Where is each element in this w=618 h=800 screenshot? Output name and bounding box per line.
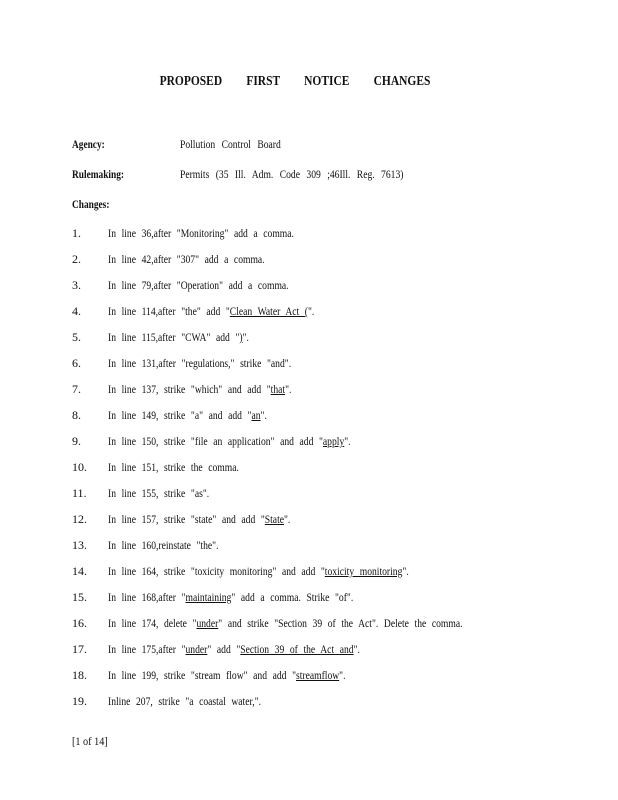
change-text <box>108 356 291 371</box>
change-text <box>108 590 353 605</box>
change-number: 14. <box>72 564 87 578</box>
underlined-insertion: ) <box>239 330 243 344</box>
change-text-segment: In line 79,after "Operation" add a comma. <box>108 278 289 292</box>
change-text-segment: ". <box>344 434 351 448</box>
change-text <box>108 252 265 267</box>
change-text-segment: In line 150, strike "file an application" and add " <box>108 434 323 448</box>
change-number: 3. <box>72 278 81 292</box>
change-text-segment: In line 199, strike "stream flow" and add " <box>108 668 296 682</box>
change-number: 11. <box>72 486 87 500</box>
underlined-insertion: Section 39 of the Act and <box>240 642 354 656</box>
change-text-segment: ". <box>260 408 267 422</box>
change-text-segment: In line 168,after " <box>108 590 186 604</box>
change-text-segment: In line 131,after "regulations," strike "and". <box>108 356 292 370</box>
change-text-segment: In line 149, strike "a" and add " <box>108 408 252 422</box>
change-text-segment: In line 157, strike "state" and add " <box>108 512 265 526</box>
changes-label: Changes: <box>72 197 110 211</box>
change-text <box>108 668 346 683</box>
change-text <box>108 408 267 423</box>
change-text <box>108 564 409 579</box>
change-number: 13. <box>72 538 87 552</box>
change-text <box>108 642 360 657</box>
underlined-insertion: apply <box>322 434 345 448</box>
underlined-insertion: that <box>270 382 286 396</box>
change-number: 1. <box>72 226 81 240</box>
change-text <box>108 330 249 345</box>
document-title: PROPOSED FIRST NOTICE CHANGES <box>159 74 431 89</box>
change-text <box>108 486 209 501</box>
underlined-insertion: State <box>264 512 284 526</box>
change-number: 9. <box>72 434 81 448</box>
underlined-insertion: under <box>196 616 219 630</box>
change-text-segment: In line 115,after "CWA" add " <box>108 330 240 344</box>
change-text-segment: In line 164, strike "toxicity monitoring" and add " <box>108 564 325 578</box>
change-text-segment: ". <box>242 330 249 344</box>
change-text-segment: " and strike "Section 39 of the Act". Delete the comma. <box>218 616 463 630</box>
change-text <box>108 694 261 709</box>
change-number: 16. <box>72 616 87 630</box>
change-text <box>108 278 289 293</box>
change-text-segment: In line 151, strike the comma. <box>108 460 239 474</box>
change-number: 15. <box>72 590 87 604</box>
agency-value: Pollution Control Board <box>180 137 281 151</box>
underlined-insertion: maintaining <box>185 590 232 604</box>
change-number: 17. <box>72 642 87 656</box>
change-text-segment: In line 36,after "Monitoring" add a comma. <box>108 226 294 240</box>
change-text-segment: In line 160,reinstate "the". <box>108 538 219 552</box>
change-text-segment: " add " <box>207 642 241 656</box>
change-text <box>108 226 294 241</box>
change-text-segment: Inline 207, strike "a coastal water,". <box>108 694 262 708</box>
change-text <box>108 616 463 631</box>
change-text-segment: In line 174, delete " <box>108 616 197 630</box>
change-number: 4. <box>72 304 81 318</box>
change-text-segment: ". <box>284 512 291 526</box>
change-text-segment: ". <box>285 382 292 396</box>
underlined-insertion: under <box>185 642 208 656</box>
rulemaking-label: Rulemaking: <box>72 167 125 181</box>
change-text-segment: In line 42,after "307" add a comma. <box>108 252 265 266</box>
change-text-segment: ". <box>308 304 315 318</box>
agency-label: Agency: <box>72 137 105 151</box>
change-text-segment: In line 114,after "the" add " <box>108 304 230 318</box>
change-text-segment: ". <box>353 642 360 656</box>
change-text <box>108 512 290 527</box>
rulemaking-value: Permits (35 Ill. Adm. Code 309 ;46Ill. Reg. 7613) <box>180 167 404 181</box>
change-text <box>108 460 239 475</box>
change-text-segment: " add a comma. Strike "of". <box>231 590 354 604</box>
change-text <box>108 304 314 319</box>
change-number: 2. <box>72 252 81 266</box>
underlined-insertion: an <box>251 408 261 422</box>
change-number: 19. <box>72 694 87 708</box>
change-text-segment: In line 175,after " <box>108 642 186 656</box>
change-text-segment: In line 137, strike "which" and add " <box>108 382 271 396</box>
change-number: 18. <box>72 668 87 682</box>
change-text-segment: In line 155, strike "as". <box>108 486 210 500</box>
change-text <box>108 538 218 553</box>
underlined-insertion: streamflow <box>295 668 340 682</box>
change-text <box>108 434 351 449</box>
change-text <box>108 382 291 397</box>
change-number: 12. <box>72 512 87 526</box>
change-text-segment: ". <box>339 668 346 682</box>
change-number: 10. <box>72 460 87 474</box>
change-number: 6. <box>72 356 81 370</box>
change-text-segment: ". <box>402 564 409 578</box>
page-number: [1 of 14] <box>72 734 108 748</box>
change-number: 5. <box>72 330 81 344</box>
change-number: 8. <box>72 408 81 422</box>
underlined-insertion: toxicity monitoring <box>324 564 403 578</box>
underlined-insertion: Clean Water Act ( <box>229 304 308 318</box>
change-number: 7. <box>72 382 81 396</box>
